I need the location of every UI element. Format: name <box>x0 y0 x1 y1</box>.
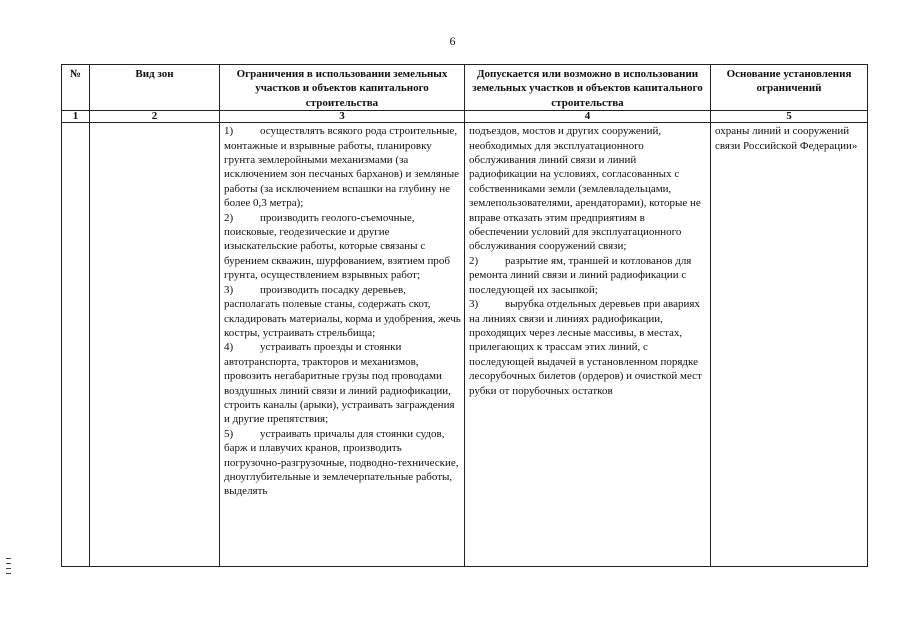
header-restrictions: Ограничения в использовании земельных участков и объектов капитального строительства <box>220 65 465 111</box>
restriction-item <box>224 340 461 426</box>
column-number-4: 4 <box>465 111 711 123</box>
column-number-5: 5 <box>711 111 868 123</box>
cell-allowed <box>465 123 711 567</box>
restriction-item <box>224 124 461 210</box>
header-basis: Основание установления ограничений <box>711 65 868 111</box>
header-allowed: Допускается или возможно в использовании земельных участков и объектов капитального строительства <box>465 65 711 111</box>
restriction-item-number: 1) <box>224 125 234 138</box>
restriction-item <box>224 283 461 341</box>
restriction-item-number: 4) <box>224 341 234 354</box>
header-zone-type: Вид зон <box>90 65 220 111</box>
cell-zone-type <box>90 123 220 567</box>
restriction-item-number: 2) <box>224 211 234 224</box>
allowed-item-number: 2) <box>469 254 479 267</box>
column-number-row <box>62 111 868 123</box>
header-row <box>62 65 868 111</box>
allowed-item-text: вырубка отдельных деревьев при авариях на линиях связи и линиях радиофикации, проходящих через лесные массивы, в местах, прилегающих к трассам этих линий, с последующей выдачей в установленном порядке лесорубочных билетов (ордеров) и очисткой мест рубки от порубочных остатков <box>469 298 702 397</box>
scan-mark <box>6 558 11 559</box>
cell-restrictions <box>220 123 465 567</box>
restriction-item-number: 5) <box>224 427 234 440</box>
scan-mark <box>6 573 11 574</box>
page-number: 6 <box>449 34 456 48</box>
table-row <box>62 123 868 567</box>
column-number-1: 1 <box>62 111 90 123</box>
restriction-item-text: устраивать проезды и стоянки автотранспорта, тракторов и механизмов, провозить негабаритные грузы под проводами воздушных линий связи и линий радиофикации, строить каналы (арыки), устраивать заграждения и другие препятствия; <box>224 341 455 426</box>
column-number-2: 2 <box>90 111 220 123</box>
cell-basis: охраны линий и сооружений связи Российской Федерации» <box>711 123 868 567</box>
scan-mark <box>6 568 11 569</box>
scan-edge-marks <box>6 558 12 578</box>
allowed-item <box>469 297 707 398</box>
restriction-item-text: устраивать причалы для стоянки судов, барж и плавучих кранов, производить погрузочно-разгрузочные, подводно-технические, дноуглубительные и землечерпательные работы, выделять <box>224 427 459 498</box>
allowed-item-number: 3) <box>469 298 479 311</box>
cell-number <box>62 123 90 567</box>
header-number: № <box>62 65 90 111</box>
allowed-intro: подъездов, мостов и других сооружений, необходимых для эксплуатационного обслуживания линий связи и линий радиофикации на условиях, согласованных с собственниками земли (землевладельцами, землепользователями, арендаторами), которые не вправе отказать этим предприятиям в обеспечении условий для эксплуатационного обслуживания сооружений связи; <box>469 125 701 253</box>
allowed-item <box>469 254 707 297</box>
restriction-item-number: 3) <box>224 283 234 296</box>
scan-mark <box>6 563 11 564</box>
restriction-item-text: осуществлять всякого рода строительные, монтажные и взрывные работы, планировку грунта землеройными механизмами (за исключением зон песчаных барханов) и земляные работы (за исключением вспашки на глубину не более 0,3 метра); <box>224 125 459 210</box>
restriction-item-text: производить геолого-съемочные, поисковые, геодезические и другие изыскательские работы, которые связаны с бурением скважин, шурфованием, взятием проб грунта, осуществлением взрывных работ; <box>224 211 450 282</box>
allowed-item-text: разрытие ям, траншей и котлованов для ремонта линий связи и линий радиофикации с последующей их засыпкой; <box>469 254 692 296</box>
restriction-item <box>224 427 461 499</box>
restriction-item <box>224 211 461 283</box>
restrictions-table <box>61 64 868 567</box>
restriction-item-text: производить посадку деревьев, располагать полевые станы, содержать скот, складировать материалы, корма и удобрения, жечь костры, устраивать стрельбища; <box>224 283 461 339</box>
column-number-3: 3 <box>220 111 465 123</box>
